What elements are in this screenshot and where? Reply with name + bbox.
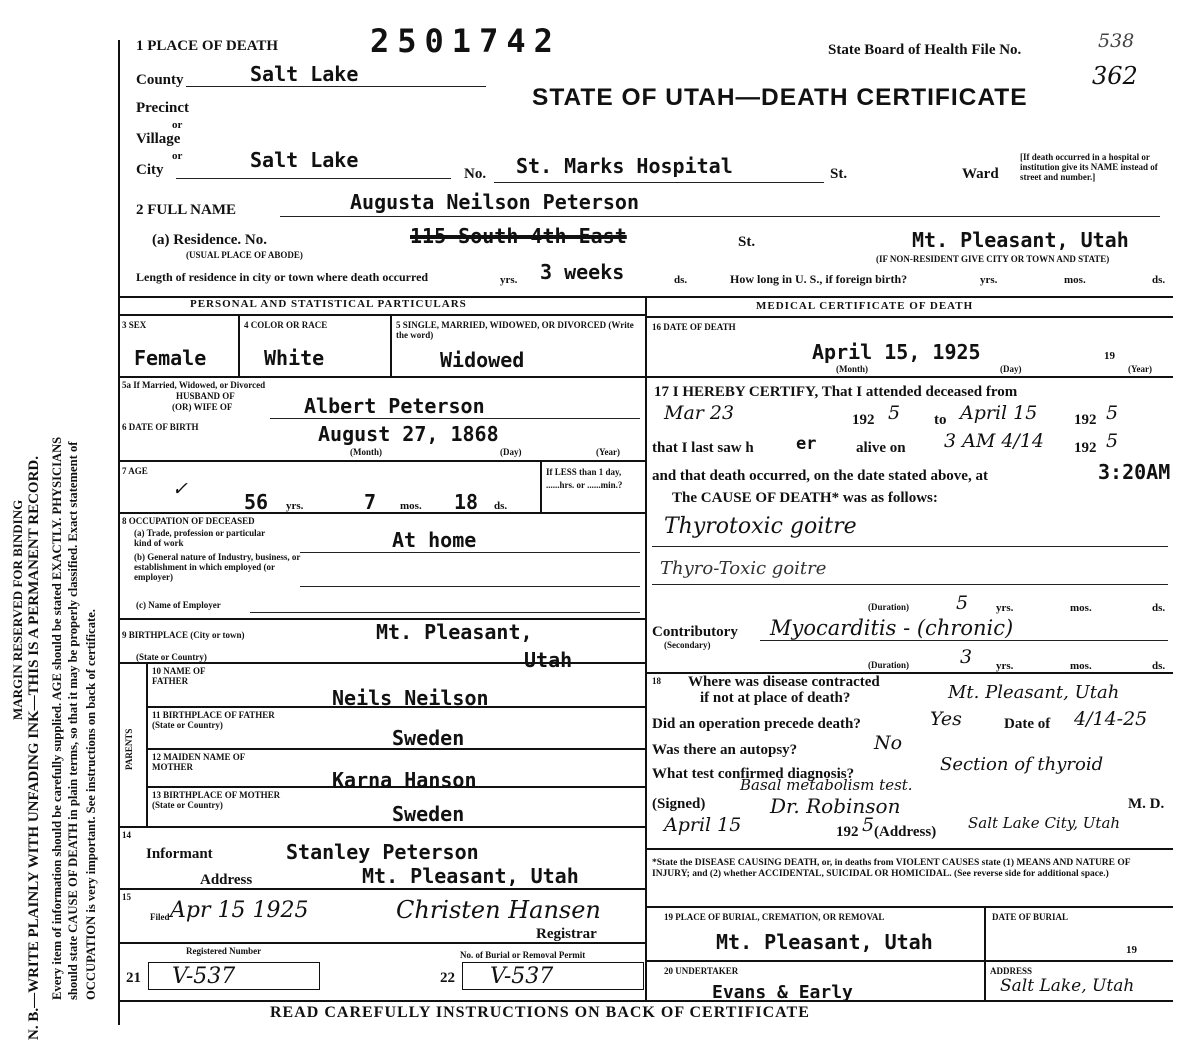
date-of-death-value: April 15, 1925 bbox=[812, 340, 981, 364]
occupation-line bbox=[300, 552, 640, 553]
death-month: (Month) bbox=[836, 364, 868, 374]
st-label: St. bbox=[830, 166, 848, 182]
length-yrs: yrs. bbox=[500, 274, 518, 286]
informant-address: Mt. Pleasant, Utah bbox=[362, 864, 579, 888]
burial-permit-label: No. of Burial or Removal Permit bbox=[460, 950, 586, 960]
undertaker-value: Evans & Early bbox=[712, 982, 853, 1003]
item-14: 14 bbox=[122, 830, 131, 840]
residence-st-label: St. bbox=[738, 234, 756, 250]
spouse-label-a: 5a If Married, Widowed, or Divorced bbox=[122, 380, 266, 390]
margin-instruction-4: OCCUPATION is very important. See instructions on back of certificate. bbox=[84, 609, 98, 1000]
sig-address-label: (Address) bbox=[874, 824, 937, 840]
occupation-value: At home bbox=[392, 528, 477, 552]
death-year: (Year) bbox=[1128, 364, 1152, 374]
parents-label: PARENTS bbox=[124, 728, 134, 770]
mother-label: 12 MAIDEN NAME OF MOTHER bbox=[152, 752, 245, 772]
item-18: 18 bbox=[652, 676, 661, 686]
undertaker-label: 20 UNDERTAKER bbox=[664, 966, 739, 976]
less-divider bbox=[540, 460, 542, 512]
certificate-title: STATE OF UTAH—DEATH CERTIFICATE bbox=[532, 84, 1028, 111]
employer-line bbox=[250, 612, 640, 613]
signature-date: April 15 bbox=[664, 814, 742, 836]
contributory-value: Myocarditis - (chronic) bbox=[770, 616, 1014, 640]
contracted-label: Where was disease contracted bbox=[688, 674, 880, 690]
mother-bp-label: 13 BIRTHPLACE OF MOTHER (State or Country) bbox=[152, 790, 281, 810]
burial-value: Mt. Pleasant, Utah bbox=[716, 930, 933, 954]
us-label: How long in U. S., if foreign birth? bbox=[730, 272, 908, 286]
age-check: ✓ bbox=[172, 478, 188, 500]
test-value: Section of thyroid bbox=[940, 754, 1104, 775]
alive-date: 3 AM 4/14 bbox=[944, 430, 1045, 452]
operation-value: Yes bbox=[930, 708, 962, 730]
medical-row-3 bbox=[645, 848, 1173, 850]
occupation-b: (b) General nature of Industry, business, or establishment in which employed (or employer) bbox=[134, 552, 301, 582]
und-address: Salt Lake, Utah bbox=[1000, 976, 1135, 996]
duration-label-1: (Duration) bbox=[868, 602, 909, 612]
row-line-2 bbox=[118, 460, 645, 462]
und-address-label: ADDRESS bbox=[990, 966, 1033, 976]
place-of-death-label: 1 PLACE OF DEATH bbox=[136, 38, 279, 54]
residence-city: Mt. Pleasant, Utah bbox=[912, 228, 1129, 252]
alive-on-label: alive on bbox=[856, 440, 906, 456]
full-name-line bbox=[280, 216, 1160, 217]
full-name-value: Augusta Neilson Peterson bbox=[350, 190, 639, 214]
burial-19: 19 bbox=[1126, 944, 1137, 956]
mother-bp-value: Sweden bbox=[392, 802, 465, 826]
death-day: (Day) bbox=[1000, 364, 1022, 374]
father-value: Neils Neilson bbox=[332, 686, 489, 710]
village-label: Village bbox=[136, 131, 181, 147]
dob-day: (Day) bbox=[500, 447, 522, 457]
dob-label: 6 DATE OF BIRTH bbox=[122, 422, 199, 432]
item-22: 22 bbox=[440, 970, 455, 986]
us-mos: mos. bbox=[1064, 274, 1086, 286]
or-1: or bbox=[172, 119, 183, 131]
age-mos: mos. bbox=[400, 500, 422, 512]
duration-label-2: (Duration) bbox=[868, 660, 909, 670]
duration-2-mos: mos. bbox=[1070, 660, 1092, 672]
duration-1-yrs: yrs. bbox=[996, 602, 1014, 614]
to-192: 192 bbox=[1074, 412, 1097, 428]
age-years: 56 bbox=[244, 490, 269, 514]
medical-row-5 bbox=[645, 960, 1173, 962]
father-bp-value: Sweden bbox=[392, 726, 465, 750]
binding-margin-note: MARGIN RESERVED FOR BINDING bbox=[10, 499, 25, 720]
sex-value: Female bbox=[134, 346, 207, 370]
filed-label: Filed bbox=[150, 912, 170, 922]
occupation-label: 8 OCCUPATION OF DECEASED bbox=[122, 516, 255, 526]
ward-label: Ward bbox=[962, 166, 999, 182]
date-of-label: Date of bbox=[1004, 716, 1051, 732]
or-2: or bbox=[172, 150, 183, 162]
precinct-label: Precinct bbox=[136, 100, 190, 116]
spouse-label-b: HUSBAND OF bbox=[176, 391, 235, 401]
county-line bbox=[186, 86, 486, 87]
marital-label: 5 SINGLE, MARRIED, WIDOWED, OR DIVORCED (Write the word) bbox=[396, 320, 634, 340]
file-no-label: State Board of Health File No. bbox=[828, 42, 1022, 58]
length-label: Length of residence in city or town where death occurred bbox=[136, 270, 429, 284]
full-name-label: 2 FULL NAME bbox=[136, 202, 237, 218]
cause-footnote: *State the DISEASE CAUSING DEATH, or, in deaths from VIOLENT CAUSES state (1) MEANS AND NATURE OF INJURY; and (2) whether ACCIDENTAL, SUICIDAL OR HOMICIDAL. (See reverse side for additional space.) bbox=[652, 858, 1131, 879]
row-line-6 bbox=[146, 706, 645, 708]
duration-2-ds: ds. bbox=[1152, 660, 1166, 672]
death-occurred-label: and that death occurred, on the date stated above, at bbox=[652, 468, 988, 484]
dob-value: August 27, 1868 bbox=[318, 422, 499, 446]
informant-value: Stanley Peterson bbox=[286, 840, 479, 864]
duration-1-ds: ds. bbox=[1152, 602, 1166, 614]
usual-place-note: (USUAL PLACE OF ABODE) bbox=[186, 250, 303, 260]
certify-text: 17 I HEREBY CERTIFY, That I attended deceased from bbox=[654, 384, 1018, 400]
stamp-number: 2501742 bbox=[370, 22, 561, 60]
row-line-10 bbox=[118, 888, 645, 890]
personal-section-title: PERSONAL AND STATISTICAL PARTICULARS bbox=[190, 298, 467, 310]
date-of-death-label: 16 DATE OF DEATH bbox=[652, 322, 736, 332]
row-line-8 bbox=[146, 786, 645, 788]
margin-instruction-1: N. B.—WRITE PLAINLY WITH UNFADING INK—THIS IS A PERMANENT RECORD. bbox=[26, 456, 42, 1040]
city-value: Salt Lake bbox=[250, 148, 359, 172]
md-label: M. D. bbox=[1128, 796, 1165, 812]
parents-divider bbox=[146, 662, 148, 826]
filed-value: Apr 15 1925 bbox=[170, 898, 309, 923]
dob-year: (Year) bbox=[596, 447, 620, 457]
informant-label: Informant bbox=[146, 846, 213, 862]
mother-value: Karna Hanson bbox=[332, 768, 477, 792]
age-ds: ds. bbox=[494, 500, 508, 512]
duration-1-mos: mos. bbox=[1070, 602, 1092, 614]
birthplace-label: 9 BIRTHPLACE (City or town) bbox=[122, 630, 245, 640]
ward-note: [If death occurred in a hospital or institution give its NAME instead of street and number.] bbox=[1020, 152, 1158, 182]
occupation-a: (a) Trade, profession or particular kind of work bbox=[134, 528, 265, 548]
row-line-5 bbox=[118, 662, 645, 664]
from-year: 5 bbox=[888, 402, 901, 424]
autopsy-value: No bbox=[874, 732, 903, 754]
less-label: If LESS than 1 day, ......hrs. or ......min.? bbox=[546, 467, 623, 490]
county-value: Salt Lake bbox=[250, 62, 359, 86]
left-border bbox=[118, 40, 120, 1025]
age-days: 18 bbox=[454, 490, 479, 514]
death-time: 3:20AM bbox=[1098, 460, 1171, 484]
marital-value: Widowed bbox=[440, 348, 525, 372]
file-no-2: 362 bbox=[1092, 62, 1138, 90]
row-line-9 bbox=[118, 826, 645, 828]
sig-192: 192 bbox=[836, 824, 859, 840]
signed-value: Dr. Robinson bbox=[770, 794, 901, 818]
contrib-line bbox=[760, 640, 1168, 641]
duration-2-yrs: yrs. bbox=[996, 660, 1014, 672]
signed-label: (Signed) bbox=[652, 796, 706, 812]
cause-1: Thyrotoxic goitre bbox=[664, 514, 857, 539]
occupation-line-2 bbox=[300, 586, 640, 587]
color-value: White bbox=[264, 346, 325, 370]
nonresident-note: (IF NON-RESIDENT GIVE CITY OR TOWN AND STATE) bbox=[876, 254, 1110, 264]
state-country-label: (State or Country) bbox=[136, 652, 207, 662]
burial-divider bbox=[984, 906, 986, 1000]
sig-year: 5 bbox=[862, 814, 875, 836]
personal-title-line bbox=[118, 314, 645, 316]
registrar-label: Registrar bbox=[536, 926, 597, 942]
address-label: Address bbox=[200, 872, 253, 888]
alive-192: 192 bbox=[1074, 440, 1097, 456]
us-ds: ds. bbox=[1152, 274, 1166, 286]
residence-struck: 115 South 4th East bbox=[410, 224, 627, 248]
from-192: 192 bbox=[852, 412, 875, 428]
autopsy-label: Was there an autopsy? bbox=[652, 742, 798, 758]
file-no: 538 bbox=[1098, 30, 1135, 52]
operation-label: Did an operation precede death? bbox=[652, 716, 861, 732]
test-value-2: Basal metabolism test. bbox=[740, 776, 913, 794]
spouse-label-c: (OR) WIFE OF bbox=[172, 402, 233, 412]
medical-title-line bbox=[645, 316, 1173, 318]
burial-date-label: DATE OF BURIAL bbox=[992, 912, 1069, 922]
margin-instruction-2: Every item of information should be carefully supplied. AGE should be stated EXACTLY. PHYSICIANS bbox=[50, 436, 64, 1000]
sex-label: 3 SEX bbox=[122, 320, 147, 330]
center-divider bbox=[645, 296, 647, 1001]
cause-line-2 bbox=[652, 584, 1168, 585]
contributory-label: Contributory bbox=[652, 624, 738, 640]
row-line-3 bbox=[118, 512, 645, 514]
color-divider bbox=[390, 314, 392, 376]
medical-section-title: MEDICAL CERTIFICATE OF DEATH bbox=[756, 300, 974, 312]
spouse-line bbox=[270, 418, 640, 419]
last-saw-label: that I last saw h bbox=[652, 440, 754, 456]
cause-2: Thyro-Toxic goitre bbox=[660, 558, 827, 579]
cause-line-1 bbox=[652, 546, 1168, 547]
to-year: 5 bbox=[1106, 402, 1119, 424]
sig-address: Salt Lake City, Utah bbox=[968, 814, 1121, 832]
father-label: 10 NAME OF FATHER bbox=[152, 666, 206, 686]
age-months: 7 bbox=[364, 490, 377, 514]
length-ds: ds. bbox=[674, 274, 688, 286]
operation-date: 4/14-25 bbox=[1074, 708, 1148, 730]
father-bp-label: 11 BIRTHPLACE OF FATHER (State or Country) bbox=[152, 710, 275, 730]
to-label: to bbox=[934, 412, 947, 428]
age-label: 7 AGE bbox=[122, 466, 148, 476]
us-yrs: yrs. bbox=[980, 274, 998, 286]
footer-instructions: READ CAREFULLY INSTRUCTIONS ON BACK OF CERTIFICATE bbox=[270, 1004, 810, 1021]
county-label: County bbox=[136, 72, 184, 88]
residence-label: (a) Residence. No. bbox=[152, 232, 267, 248]
row-line-1 bbox=[118, 376, 645, 378]
item-21: 21 bbox=[126, 970, 141, 986]
contracted-label-2: if not at place of death? bbox=[700, 690, 851, 706]
cause-label: The CAUSE OF DEATH* was as follows: bbox=[672, 490, 938, 506]
city-line bbox=[176, 178, 451, 179]
test-label: What test confirmed diagnosis? bbox=[652, 766, 855, 782]
medical-row-4 bbox=[645, 906, 1173, 908]
hospital-line bbox=[494, 182, 824, 183]
sex-divider bbox=[238, 314, 240, 376]
city-label: City bbox=[136, 162, 164, 178]
hospital-value: St. Marks Hospital bbox=[516, 154, 733, 178]
age-yrs: yrs. bbox=[286, 500, 304, 512]
row-line-7 bbox=[146, 748, 645, 750]
registrar-signature: Christen Hansen bbox=[396, 896, 601, 924]
bottom-border bbox=[118, 1000, 1173, 1002]
dob-month: (Month) bbox=[350, 447, 382, 457]
duration-1: 5 bbox=[956, 592, 969, 614]
contracted-value: Mt. Pleasant, Utah bbox=[948, 682, 1120, 703]
death-19: 19 bbox=[1104, 350, 1115, 362]
to-date: April 15 bbox=[960, 402, 1038, 424]
employer-label: (c) Name of Employer bbox=[136, 600, 221, 610]
spouse-value: Albert Peterson bbox=[304, 394, 485, 418]
row-line-11 bbox=[118, 942, 645, 944]
alive-year: 5 bbox=[1106, 430, 1119, 452]
last-saw-fill: er bbox=[796, 434, 817, 454]
secondary-label: (Secondary) bbox=[664, 640, 711, 650]
reg-number-label: Registered Number bbox=[186, 946, 262, 956]
item-15: 15 bbox=[122, 892, 131, 902]
medical-row-1 bbox=[645, 376, 1173, 378]
reg-number-value: V-537 bbox=[172, 964, 236, 989]
from-date: Mar 23 bbox=[664, 402, 735, 424]
no-label: No. bbox=[464, 166, 487, 182]
length-value: 3 weeks bbox=[540, 260, 625, 284]
margin-instruction-3: should state CAUSE OF DEATH in plain terms, so that it may be properly classified. Exact statement of bbox=[66, 441, 80, 1000]
burial-permit-value: V-537 bbox=[490, 964, 554, 989]
burial-label: 19 PLACE OF BURIAL, CREMATION, OR REMOVAL bbox=[664, 912, 885, 922]
duration-2: 3 bbox=[960, 646, 973, 668]
birthplace-city: Mt. Pleasant, bbox=[376, 620, 533, 644]
birthplace-state: Utah bbox=[524, 648, 573, 672]
color-label: 4 COLOR OR RACE bbox=[244, 320, 328, 330]
